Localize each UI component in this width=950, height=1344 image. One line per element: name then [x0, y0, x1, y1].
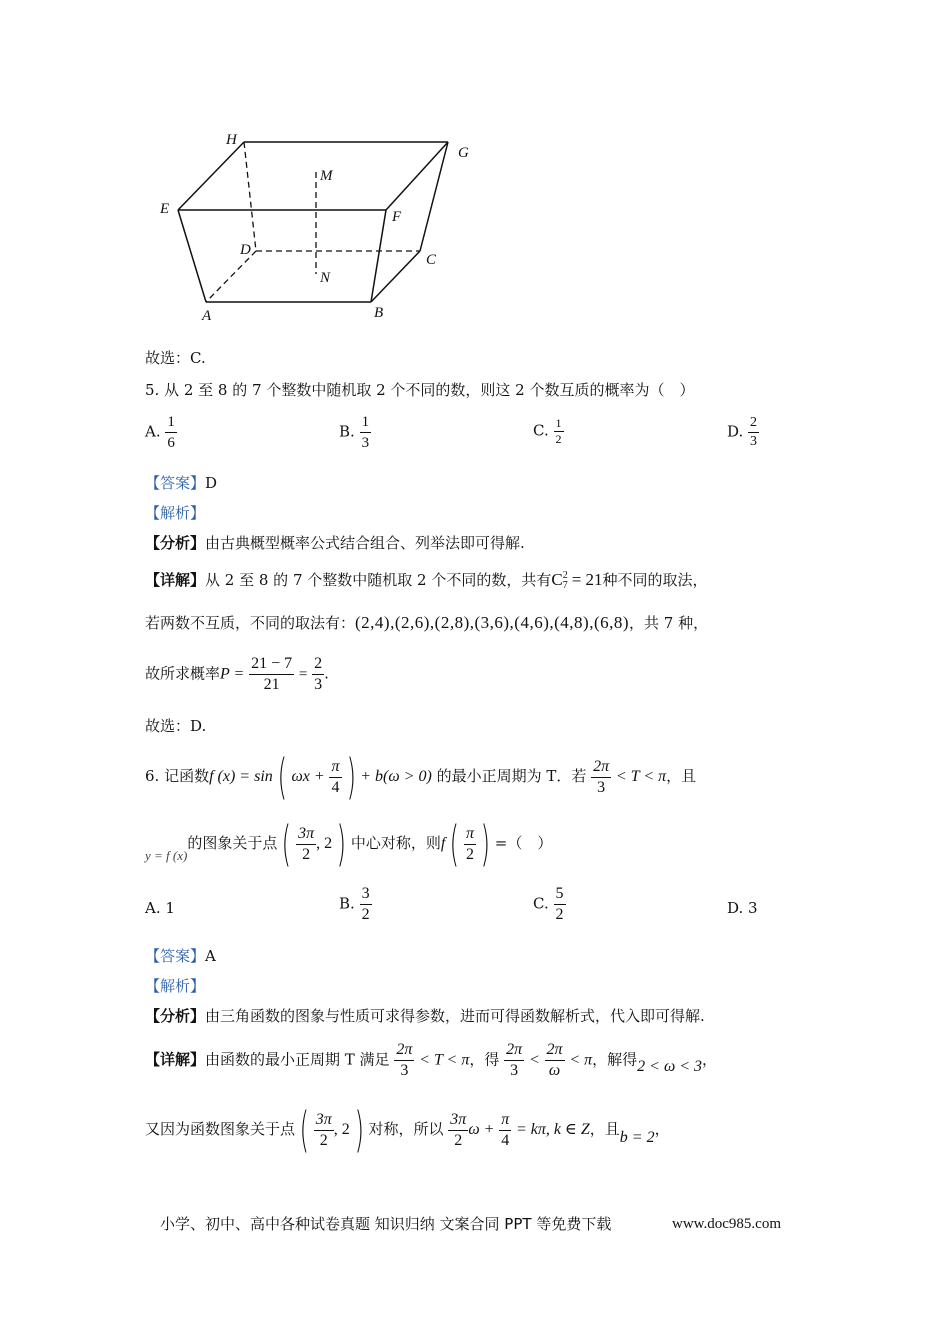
- q5-option-a[interactable]: A. $\frac{1}{6}$: [145, 414, 175, 451]
- q6-option-b[interactable]: B. $\frac{3}{2}$: [339, 885, 370, 923]
- q6-stem-line2: y = f (x)的图象关于点( $\frac{3\pi}{2}$ , 2) 中心对称，则f( $\frac{\pi}{2}$ ) =（ ）: [145, 816, 553, 872]
- label-m: M: [320, 168, 333, 184]
- q5-detail-line1: 【详解】从 2 至 8 的 7 个整数中随机取 2 个不同的数，共有C 2 7 = 21种不同的取法，: [145, 570, 708, 592]
- label-a: A: [202, 308, 212, 324]
- footer-text: 小学、初中、高中各种试卷真题 知识归纳 文案合同 PPT 等免费下载: [160, 1215, 612, 1233]
- edge-hd: [244, 142, 256, 251]
- q6-analysis-tag: 【解析】: [145, 977, 206, 995]
- label-e: E: [160, 201, 170, 217]
- q6-stem-line1: 6. 记函数f (x) = sin( ωx + $\frac{\pi}{4}$ ) + b(ω > 0) 的最小正周期为 T．若 $\frac{2\pi}{3}$ < T < π，且: [145, 749, 697, 805]
- edge-ea: [178, 210, 206, 302]
- q6-detail-line1: 【详解】由函数的最小正周期 T 满足 $\frac{2\pi}{3}$ < T < π，得 $\frac{2\pi}{3}$ < $\frac{2\pi}{\omega}$ < π，解得2 < ω < 3，: [145, 1041, 718, 1079]
- q5-choice: 故选：D.: [145, 717, 207, 735]
- q5-detail-line2: 若两数不互质，不同的取法有：(2,4),(2,6),(2,8),(3,6),(4,6),(4,8),(6,8)，共 7 种，: [145, 613, 709, 632]
- q4-choice: 故选：C.: [145, 349, 206, 367]
- q5-option-b[interactable]: B. $\frac{1}{3}$: [339, 414, 370, 451]
- label-d: D: [240, 242, 251, 258]
- label-g: G: [458, 145, 469, 161]
- q5-answer: 【答案】D: [145, 474, 218, 492]
- geometry-figure: [150, 120, 490, 330]
- q5-option-c[interactable]: C. $\frac{1}{2}$: [533, 416, 562, 446]
- label-h: H: [226, 132, 237, 148]
- q5-stem: 5. 从 2 至 8 的 7 个整数中随机取 2 个不同的数，则这 2 个数互质的概率为（ ）: [145, 381, 695, 399]
- q5-option-d[interactable]: D. $\frac{2}{3}$: [727, 415, 758, 449]
- q6-detail-line2: 又因为函数图象关于点( $\frac{3\pi}{2}$ , 2) 对称，所以 $\frac{3\pi}{2}$ ω + $\frac{\pi}{4}$ = kπ, k ∈ Z，且b = 2，: [145, 1102, 670, 1158]
- label-b: B: [374, 305, 384, 321]
- q6-option-c[interactable]: C. $\frac{5}{2}$: [533, 885, 564, 923]
- q5-detail-line3: 故所求概率P = $\frac{21 - 7}{21}$ = $\frac{2}{3}$ .: [145, 655, 329, 693]
- edge-eh: [178, 142, 244, 210]
- label-c: C: [426, 252, 437, 268]
- q6-option-d[interactable]: D. 3: [727, 899, 758, 917]
- q6-option-a[interactable]: A. 1: [145, 899, 175, 917]
- q5-analysis-tag: 【解析】: [145, 504, 206, 522]
- label-n: N: [320, 270, 331, 286]
- footer-site-link[interactable]: www.doc985.com: [672, 1216, 782, 1232]
- q6-analysis: 【分析】由三角函数的图象与性质可求得参数，进而可得函数解析式，代入即可得解.: [145, 1007, 705, 1025]
- label-f: F: [392, 209, 402, 225]
- edge-da: [206, 251, 256, 302]
- q6-answer: 【答案】A: [145, 947, 216, 965]
- q5-analysis: 【分析】由古典概型概率公式结合组合、列举法即可得解.: [145, 534, 525, 552]
